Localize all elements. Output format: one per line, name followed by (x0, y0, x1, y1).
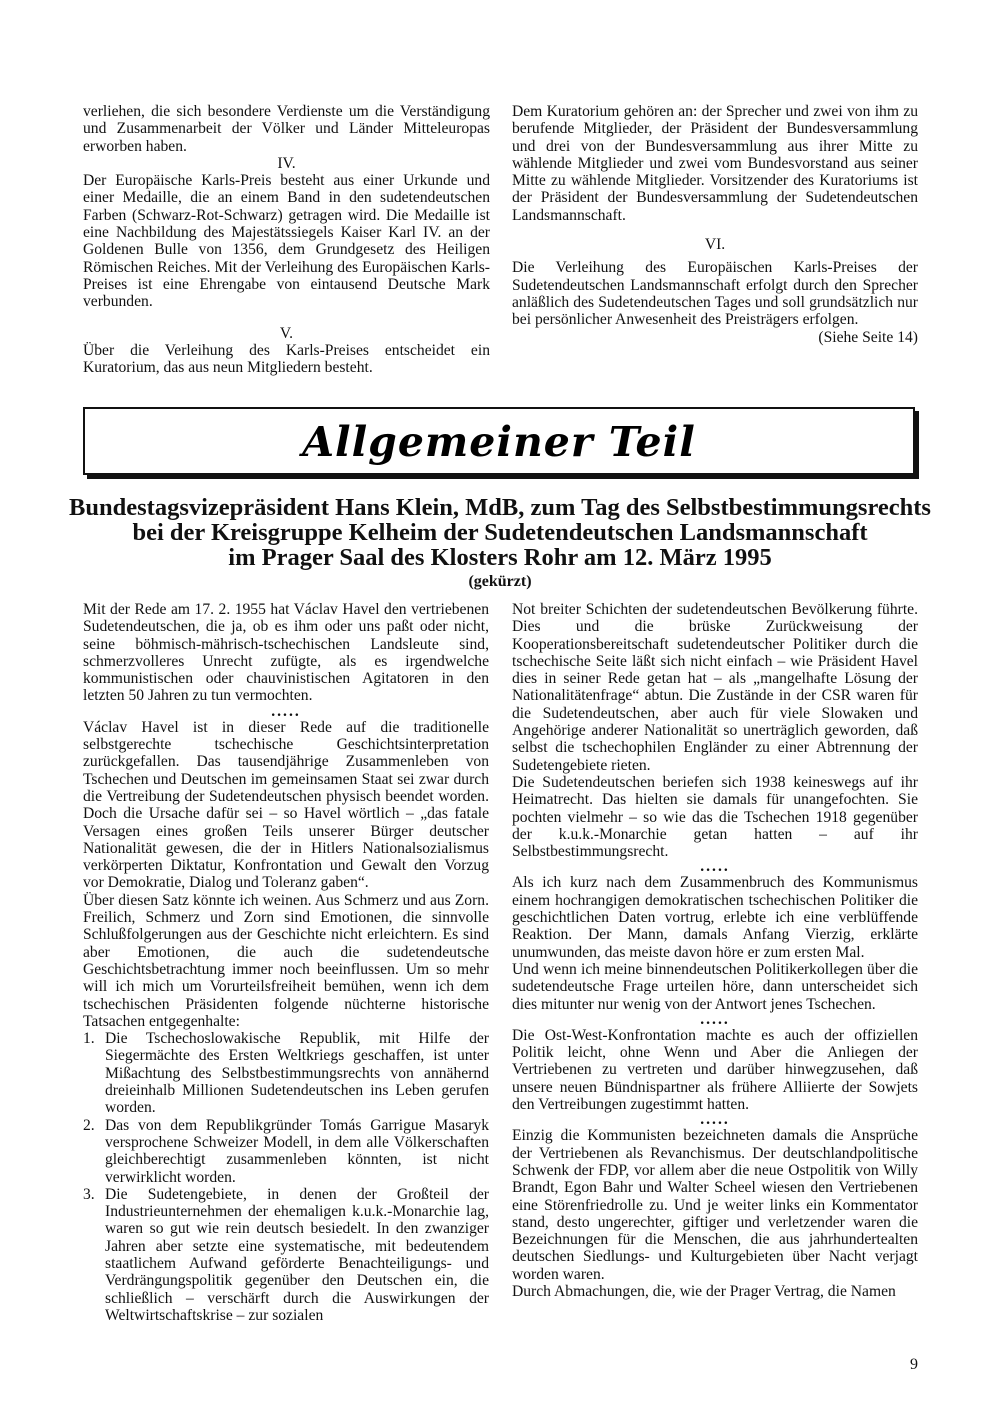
paragraph: Die Ost-West-Konfrontation machte es auch der offiziellen Politik leicht, ohne Wenn und Aber die Anliegen der Vertriebenen zu vertreten und darüber hinwegzusehen, daß unsere neuen Bündnispartner als frühere Alliierte der Sowjets den Vertreibungen zugestimmt hatten. (512, 1026, 918, 1114)
list-text: Die Sudetengebiete, in denen der Großteil der Industrieunternehmen der ehemaligen k.u.k.-Monarchie lag, waren so gut wie rein deutsch besiedelt. In den zwanziger Jahren aber setzte eine systematische, mit bedeutendem staatlichem Aufwand geförderte Benachteiligungs- und Verdrängungspolitik gegenüber den Deutschen ein, die schließlich – verschärft durch die Auswirkungen der Weltwirtschaftskrise – zur sozialen (105, 1185, 489, 1324)
list-number: 3. (83, 1185, 95, 1203)
list-item (83, 1186, 489, 1324)
headline-line: im Prager Saal des Klosters Rohr am 12. März 1995 (228, 544, 772, 571)
paragraph: Der Europäische Karls-Preis besteht aus einer Urkunde und einer Medaille, die an einem Band in den sudetendeutschen Farben (Schwarz-Rot-Schwarz) getragen wird. Die Medaille ist eine Nachbildung des Majestätssiegels Kaiser Karl IV. an der Goldenen Bulle von 1356, dem Grundgesetz des Heiligen Römischen Reiches. Mit der Verleihung des Europäischen Karls-Preises ist eine Ehrengabe von eintausend Deutsche Mark verbunden. (83, 172, 490, 311)
top-right-column (512, 103, 918, 346)
article-right-column (512, 601, 918, 1300)
separator: ..... (700, 858, 730, 876)
paragraph: Václav Havel ist in dieser Rede auf die traditionelle selbstgerechte tschechische Geschichtsinterpretation zurückgefallen. Das tausendjährige Zusammenleben von Tschechen und Deutschen im gemeinsamen Staat sei zwar durch die Vertreibung der Sudetendeutschen physisch beendet worden. Doch die Ursache dafür sei – so Havel wörtlich – „das fatale Versagen eines großen Teils unserer Bürger deutscher Nationalität gewesen, die der in Hitlers Nationalsozialismus verkörperten Diktatur, Konfrontation und Gewalt den Vorzug vor Demokratie, Dialog und Toleranz gaben“. (83, 718, 489, 892)
page-number: 9 (910, 1356, 918, 1373)
article-headline (40, 495, 960, 592)
paragraph: Über die Verleihung des Karls-Preises entscheidet ein Kuratorium, das aus neun Mitgliedern besteht. (83, 341, 490, 377)
paragraph: Einzig die Kommunisten bezeichneten damals die Ansprüche der Vertriebenen als Revanchismus. Der deutschlandpolitische Schwenk der FDP, vor allem aber die neue Ostpolitik von Willy Brandt, Egon Bahr und Walter Scheel wiesen den Vertriebenen eine Störenfriedrolle zu. Und je weiter links ein Kommentator stand, desto ungerechter, giftiger und verletzender waren die Bezeichnungen für die Menschen, die aus jahrhundertealten deutschen Siedlungs- und Kulturgebieten über Nacht verjagt worden waren. (512, 1127, 918, 1283)
section-heading-iv: IV. (277, 154, 296, 172)
article-left-column (83, 601, 489, 1324)
headline-line: Bundestagsvizepräsident Hans Klein, MdB, zum Tag des Selbstbestimmungsrechts (69, 494, 931, 521)
section-heading-vi: VI. (704, 236, 726, 254)
paragraph: Die Sudetendeutschen beriefen sich 1938 keineswegs auf ihr Heimatrecht. Das hielten sie damals für unangefochten. Sie pochten vielmehr – so wie das die Tschechen 1918 gegenüber der k.u.k.-Monarchie getan hatten – auf ihr Selbstbestimmungsrecht. (512, 773, 918, 861)
paragraph: Die Verleihung des Europäischen Karls-Preises der Sudetendeutschen Landsmannschaft erfolgt durch den Sprecher anläßlich des Sudetendeutschen Tages und soll grundsätzlich nur bei persönlicher Anwesenheit des Preisträgers erfolgen. (512, 259, 918, 329)
list-number: 1. (83, 1030, 95, 1048)
section-banner (83, 407, 915, 475)
paragraph: Mit der Rede am 17. 2. 1955 hat Václav Havel den vertriebenen Sudetendeutschen, die ja, ob es ihm oder uns paßt oder nicht, seine böhmisch-mährisch-tschechischen Landsleute sind, schmerzvolleres Unrecht zufügte, als es irgendwelche kommunistischen oder chauvinistischen Agitatoren in den letzten 50 Jahren zu tun vermochten. (83, 601, 489, 705)
separator: ..... (700, 1010, 730, 1028)
paragraph: verliehen, die sich besondere Verdienste um die Verständigung und Zusammenarbeit der Völker und Länder Mitteleuropas erworben haben. (83, 103, 490, 155)
page-reference: (Siehe Seite 14) (818, 328, 918, 346)
top-left-column (83, 103, 490, 376)
article-subhead: (gekürzt) (468, 573, 532, 590)
paragraph: Durch Abmachungen, die, wie der Prager Vertrag, die Namen (512, 1282, 896, 1300)
list-text: Die Tschechoslowakische Republik, mit Hilfe der Siegermächte des Ersten Weltkriegs geschaffen, ist unter Mißachtung des Selbstbestimmungsrechts von annähernd dreieinhalb Millionen Sudetendeutschen ins Leben gerufen worden. (105, 1030, 489, 1117)
list-text: Das von dem Republikgründer Tomás Garrigue Masaryk versprochene Schweizer Modell, in dem alle Völkerschaften gleichberechtigt zusammenleben könnten, ist nicht verwirklicht worden. (105, 1116, 489, 1186)
paragraph: Als ich kurz nach dem Zusammenbruch des Kommunismus einem hochrangigen demokratischen tschechischen Politiker die geschichtlichen Daten vortrug, erlebte ich eine verblüffende Reaktion. Der Mann, damals Anfang Vierzig, erklärte unumwunden, das meiste davon höre er zum ersten Mal. (512, 874, 918, 961)
separator: ..... (700, 1111, 730, 1129)
list-item (83, 1030, 489, 1116)
paragraph: Über diesen Satz könnte ich weinen. Aus Schmerz und aus Zorn. Freilich, Schmerz und Zorn sind Emotionen, die sinnvolle Schlußfolgerungen aus der Geschichte nicht erleichtern. Es sind aber Emotionen, die auch die sudetendeutsche Geschichtsbetrachtung immer noch beeinflussen. Um so mehr will ich mich um Vorurteilsfreiheit bemühen, wenn ich dem tschechischen Präsidenten folgende nüchterne historische Tatsachen entgegenhalte: (83, 891, 489, 1030)
list-number: 2. (83, 1116, 95, 1134)
paragraph: Not breiter Schichten der sudetendeutschen Bevölkerung führte. Dies und die brüske Zurückweisung der Kooperationsbereitschaft sudetendeutscher Politiker durch die tschechische Seite läßt sich nicht einfach – wie Präsident Havel dies in seiner Rede getan hat – als „mangelhafte Lösung der Nationalitätenfrage“ abtun. Die Zustände in der CSR waren für die Sudetendeutschen, aber auch für viele Slowaken und Angehörige anderer Nationalität so unerträglich geworden, daß selbst die tschechophilen Engländer zu einer Abtrennung der Sudetengebiete rieten. (512, 601, 918, 774)
paragraph: Und wenn ich meine binnendeutschen Politikerkollegen über die sudetendeutsche Frage urteilen höre, dann unterscheidet sich dies mitunter nur wenig von der Antwort jenes Tschechen. (512, 960, 918, 1013)
list-item (83, 1117, 489, 1186)
banner-title: Allgemeiner Teil (302, 418, 696, 466)
section-heading-v: V. (279, 324, 294, 342)
paragraph: Dem Kuratorium gehören an: der Sprecher und zwei von ihm zu berufende Mitglieder, der Präsident der Bundesversammlung und drei von der Bundesversammlung aus ihrer Mitte zu wählende Mitglieder und zwei vom Bundesvorstand aus seiner Mitte zu wählende Mitglieder. Vorsitzender des Kuratoriums ist der Präsident der Bundesversammlung der Sudetendeutschen Landsmannschaft. (512, 103, 918, 224)
separator: ..... (271, 702, 301, 720)
headline-line: bei der Kreisgruppe Kelheim der Sudetendeutschen Landsmannschaft (132, 519, 868, 546)
